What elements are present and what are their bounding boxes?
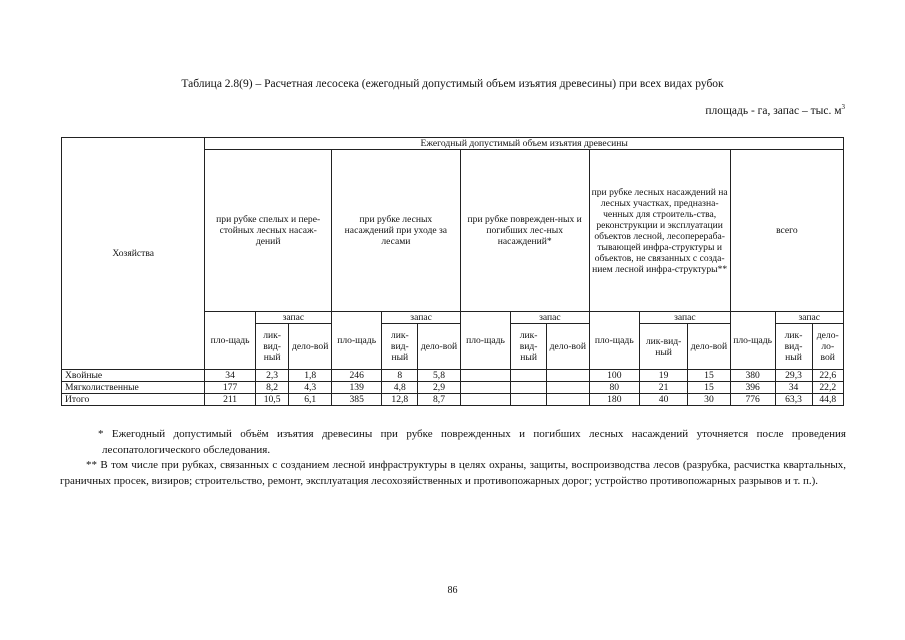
sub-stock: запас (640, 312, 731, 324)
table-cell: 19 (640, 370, 688, 382)
table-caption: Таблица 2.8(9) – Расчетная лесосека (ежегодный допустимый объем изъятия древесины) при всех видах рубок (181, 78, 724, 90)
sub-stock: запас (511, 312, 589, 324)
table-cell: 10,5 (255, 394, 289, 406)
table-cell: 180 (589, 394, 639, 406)
table-cell (547, 394, 590, 406)
forest-cut-table (61, 137, 844, 406)
table-cell: 8,2 (255, 382, 289, 394)
sub-business: дело-ло-вой (812, 324, 843, 370)
row-name: Хвойные (62, 370, 205, 382)
main-header: Ежегодный допустимый объем изъятия древесины (205, 138, 844, 150)
table-cell: 177 (205, 382, 255, 394)
sub-liquid: лик-вид-ный (255, 324, 289, 370)
table-cell: 139 (331, 382, 381, 394)
table-cell: 2,3 (255, 370, 289, 382)
group-header-1: при рубке спелых и пере-стойных лесных насаж-дений (205, 150, 332, 312)
table-cell: 12,8 (382, 394, 418, 406)
sub-business: дело-вой (688, 324, 731, 370)
sub-liquid: лик-вид-ный (382, 324, 418, 370)
table-cell: 80 (589, 382, 639, 394)
table-cell: 396 (730, 382, 775, 394)
table-cell: 4,8 (382, 382, 418, 394)
units-note: площадь - га, запас – тыс. $м^3$ (705, 103, 845, 117)
sub-business: дело-вой (418, 324, 461, 370)
table-cell (460, 370, 510, 382)
sub-area: пло-щадь (331, 312, 381, 370)
sub-liquid: лик-вид-ный (640, 324, 688, 370)
sub-business: дело-вой (547, 324, 590, 370)
table-cell: 22,6 (812, 370, 843, 382)
row-name: Итого (62, 394, 205, 406)
sub-stock: запас (382, 312, 460, 324)
table-cell: 2,9 (418, 382, 461, 394)
table-row (62, 382, 844, 394)
table-cell: 385 (331, 394, 381, 406)
table-row (62, 370, 844, 382)
table-cell: 22,2 (812, 382, 843, 394)
table-cell: 100 (589, 370, 639, 382)
table-cell: 246 (331, 370, 381, 382)
table-cell (460, 382, 510, 394)
table-row (62, 394, 844, 406)
sub-stock: запас (255, 312, 331, 324)
footnotes (60, 427, 846, 489)
table-cell (511, 370, 547, 382)
table-cell: 15 (688, 370, 731, 382)
sub-liquid: лик-вид-ный (511, 324, 547, 370)
sub-business: дело-вой (289, 324, 332, 370)
table-cell: 40 (640, 394, 688, 406)
group-header-4: при рубке лесных насаждений на лесных участках, предназна-ченных для строитель-ства, реконструкции и эксплуатации объектов лесной, лесоперераба-тывающей инфра-структуры и объектов, не связанных с созда-нием лесной инфра-структуры** (589, 150, 730, 312)
table-cell: 34 (775, 382, 812, 394)
table-cell (547, 382, 590, 394)
table-cell: 5,8 (418, 370, 461, 382)
group-header-5: всего (730, 150, 843, 312)
table-cell (511, 382, 547, 394)
table-cell: 30 (688, 394, 731, 406)
footnote-1: * Ежегодный допустимый объём изъятия древесины при рубке поврежденных и погибших лесных насаждений уточняется после проведения лесопатологического обследования. (98, 428, 846, 456)
table-cell: 63,3 (775, 394, 812, 406)
table-cell: 380 (730, 370, 775, 382)
table-cell: 8,7 (418, 394, 461, 406)
sub-area: пло-щадь (460, 312, 510, 370)
table-cell: 34 (205, 370, 255, 382)
table-cell: 776 (730, 394, 775, 406)
table-cell: 8 (382, 370, 418, 382)
table-cell: 44,8 (812, 394, 843, 406)
footnote-2: ** В том числе при рубках, связанных с созданием лесной инфраструктуры в целях охраны, защиты, воспроизводства лесов (разрубка, расчистка квартальных, граничных просек, визиров; строительство, ремонт, эксплуатация лесохозяйственных и противопожарных дорог; устройство противопожарных разрывов и т. п.). (60, 459, 846, 487)
table-cell: 21 (640, 382, 688, 394)
table-cell: 1,8 (289, 370, 332, 382)
table-cell (547, 370, 590, 382)
table-cell: 6,1 (289, 394, 332, 406)
table-cell: 211 (205, 394, 255, 406)
table-cell: 15 (688, 382, 731, 394)
group-header-3: при рубке поврежден-ных и погибших лес-ных насаждений* (460, 150, 589, 312)
table-cell (460, 394, 510, 406)
group-header-2: при рубке лесных насаждений при уходе за лесами (331, 150, 460, 312)
sub-area: пло-щадь (205, 312, 255, 370)
sub-stock: запас (775, 312, 843, 324)
corner-header: Хозяйства (62, 138, 205, 370)
table-cell (511, 394, 547, 406)
sub-area: пло-щадь (589, 312, 639, 370)
page-number: 86 (447, 585, 458, 596)
row-name: Мягколиственные (62, 382, 205, 394)
sub-area: пло-щадь (730, 312, 775, 370)
table-cell: 4,3 (289, 382, 332, 394)
sub-liquid: лик-вид-ный (775, 324, 812, 370)
table-cell: 29,3 (775, 370, 812, 382)
